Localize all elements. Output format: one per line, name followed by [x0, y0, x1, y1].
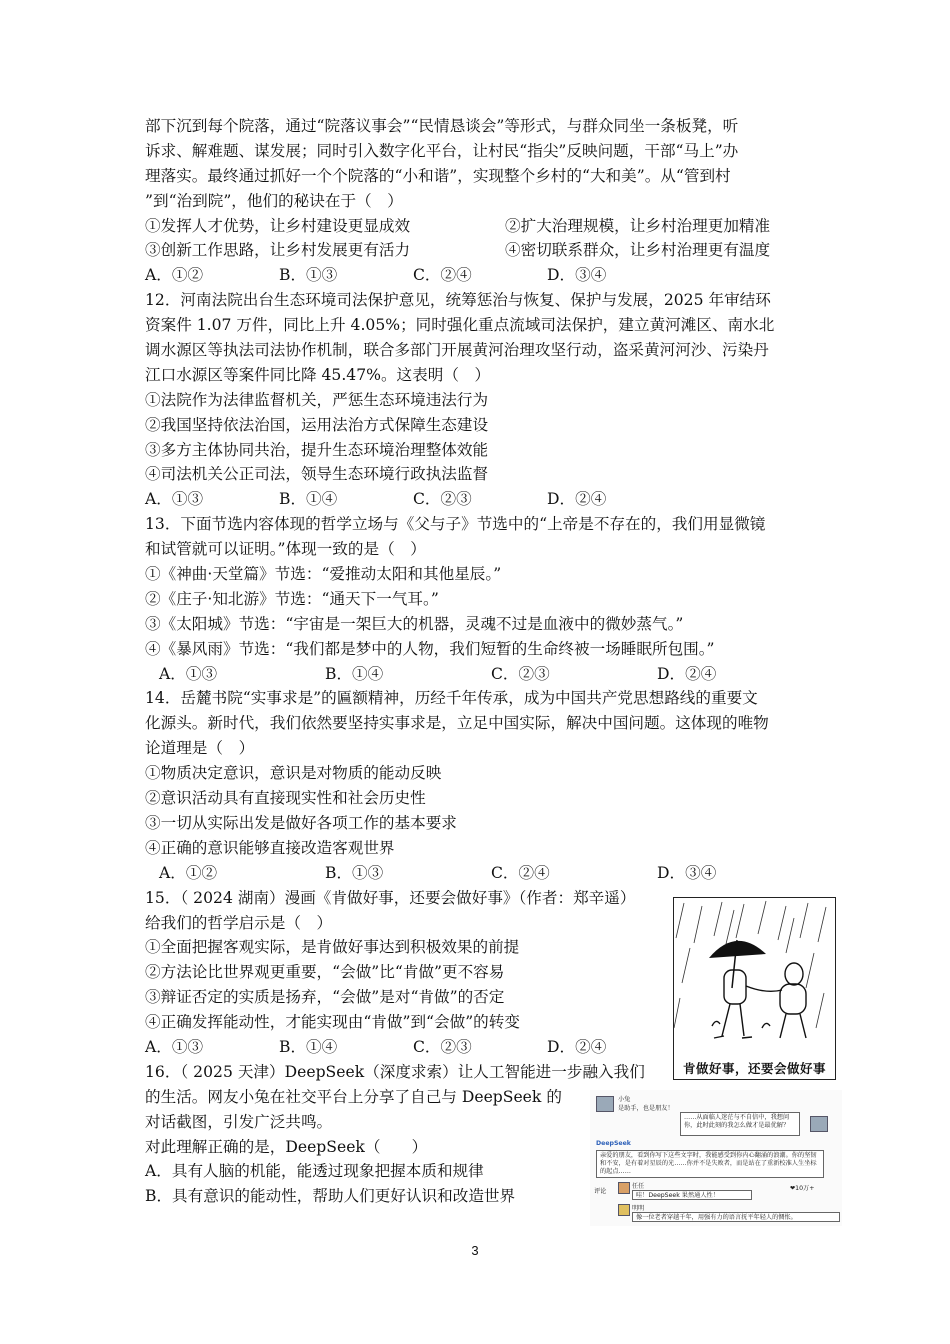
q15-stem: 15．（ 2024 湖南）漫画《肯做好事，还要会做好事》（作者：郑辛遥） [145, 888, 636, 907]
option-c[interactable]: C．②④ [413, 266, 472, 285]
option-d[interactable]: D．②④ [547, 490, 607, 509]
q14-statement: ③一切从实际出发是做好各项工作的基本要求 [145, 813, 457, 832]
q16-stem: 对话截图，引发广泛共鸣。 [145, 1112, 333, 1131]
q16-stem: 对此理解正确的是，DeepSeek（ ） [145, 1137, 428, 1156]
user-avatar [810, 1116, 828, 1132]
text-line: ”到“治到院”，他们的秘诀在于（ ） [145, 191, 403, 210]
q13-statement: ③《太阳城》节选：“宇宙是一架巨大的机器，灵魂不过是血液中的微妙蒸气。” [145, 614, 684, 633]
option-b[interactable]: B．①④ [325, 664, 384, 683]
q11-options [145, 263, 810, 288]
option-b[interactable]: B．①④ [279, 490, 338, 509]
q12-statement: ④司法机关公正司法，领导生态环境行政执法监督 [145, 465, 489, 484]
likes-count: ❤10万+ [790, 1185, 815, 1192]
comment-bubble: 像一位老者穿越千年，用强有力的语言抚平年轻人的惆怅。 [632, 1212, 840, 1222]
option-c[interactable]: C．②③ [491, 664, 550, 683]
q11-s4: ④密切联系群众，让乡村治理更有温度 [505, 241, 771, 260]
q11-s3: ③创新工作思路，让乡村发展更有活力 [145, 241, 411, 260]
page-number: 3 [471, 1243, 479, 1258]
q14-stem: 14．岳麓书院“实事求是”的匾额精神，历经千年传承，成为中国共产党思想路线的重要文 [145, 689, 758, 708]
chat-screenshot [590, 1090, 842, 1226]
text-line: 理落实。最终通过抓好一个个院落的“小和谐”，实现整个乡村的“大和美”。从“管到村 [145, 166, 731, 185]
option-d[interactable]: D．③④ [657, 863, 717, 882]
commenter-name: 任任 [632, 1183, 645, 1190]
q13-stem: 13．下面节选内容体现的哲学立场与《父与子》节选中的“上帝是不存在的，我们用显微镜 [145, 515, 766, 534]
commenter-avatar [618, 1182, 630, 1194]
q14-stem: 论道理是（ ） [145, 739, 255, 758]
q15-stem: 给我们的哲学启示是（ ） [145, 913, 333, 932]
q16-stem: 16．（ 2025 天津）DeepSeek（深度求索）让人工智能进一步融入我们 [145, 1062, 645, 1081]
q13-options [145, 662, 810, 687]
q12-statement: ②我国坚持依法治国，运用法治方式保障生态建设 [145, 415, 489, 434]
deepseek-logo: DeepSeek [596, 1140, 631, 1147]
option-b[interactable]: B．①③ [325, 863, 384, 882]
q14-options [145, 861, 810, 886]
option-c[interactable]: C．②④ [491, 863, 550, 882]
q16-stem: 的生活。网友小兔在社交平台上分享了自己与 DeepSeek 的 [145, 1087, 562, 1106]
q14-statement: ②意识活动具有直接现实性和社会历史性 [145, 789, 426, 808]
q11-s2: ②扩大治理规模，让乡村治理更加精准 [505, 216, 771, 235]
q16-option-b[interactable]: B．具有意识的能动性，帮助人们更好认识和改造世界 [145, 1187, 516, 1206]
q12-options [145, 487, 810, 512]
q12-stem: 江口水源区等案件同比降 45.47%。这表明（ ） [145, 365, 491, 384]
option-c[interactable]: C．②③ [413, 490, 472, 509]
q11-s1: ①发挥人才优势，让乡村建设更显成效 [145, 216, 411, 235]
commenter-avatar [618, 1204, 630, 1216]
option-b[interactable]: B．①③ [279, 266, 338, 285]
comments-label: 评论 [594, 1188, 607, 1195]
q14-statement: ④正确的意识能够直接改造客观世界 [145, 838, 395, 857]
option-a[interactable]: A．①③ [145, 490, 204, 509]
text-line: 诉求、解难题、谋发展；同时引入数字化平台，让村民“指尖”反映问题，干部“马上”办 [145, 141, 739, 160]
q13-statement: ④《暴风雨》节选：“我们都是梦中的人物，我们短暂的生命终被一场睡眠所包围。” [145, 639, 715, 658]
q11-statements [145, 214, 810, 239]
option-b[interactable]: B．①④ [279, 1037, 338, 1056]
q16-option-a[interactable]: A．具有人脑的机能，能透过现象把握本质和规律 [145, 1162, 484, 1181]
chat-answer-bubble: 亲爱的朋友，看到你写下这些文字时，我能感受到你内心翻涌的浪潮。你的坚韧和不安，是有着对星辰的光……你并不是失败者，而是站在了重新校准人生坐标的起点…… [596, 1150, 824, 1178]
q15-statement: ④正确发挥能动性，才能实现由“肯做”到“会做”的转变 [145, 1013, 520, 1032]
q12-statement: ①法院作为法律监督机关，严惩生态环境违法行为 [145, 390, 489, 409]
chat-user-sub: 是助手，也是朋友！ [618, 1105, 674, 1112]
chat-user-name: 小兔 [618, 1096, 631, 1103]
q13-statement: ②《庄子·知北游》节选：“通天下一气耳。” [145, 589, 439, 608]
q15-statement: ①全面把握客观实际，是肯做好事达到积极效果的前提 [145, 938, 520, 957]
q15-statement: ③辩证否定的实质是扬弃，“会做”是对“肯做”的否定 [145, 988, 505, 1007]
user-avatar [596, 1096, 614, 1112]
option-d[interactable]: D．②④ [547, 1037, 607, 1056]
cartoon-image [673, 897, 836, 1080]
q14-statement: ①物质决定意识，意识是对物质的能动反映 [145, 764, 442, 783]
option-d[interactable]: D．③④ [547, 266, 607, 285]
q11-statements [145, 238, 810, 263]
option-a[interactable]: A．①② [159, 863, 218, 882]
comment-bubble: 哇！DeepSeek 果然通人性！ [632, 1190, 752, 1200]
q12-stem: 12．河南法院出台生态环境司法保护意见，统筹惩治与恢复、保护与发展，2025 年审结环 [145, 291, 771, 310]
cartoon-drawing [674, 898, 835, 1058]
commenter-name: 明明 [632, 1205, 645, 1212]
option-c[interactable]: C．②③ [413, 1037, 472, 1056]
option-a[interactable]: A．①② [145, 266, 204, 285]
chat-question-bubble: ……从面临人迷茫与不自信中，我想问你，此时此刻的我怎么做才是最优解？ [680, 1112, 800, 1136]
q14-stem: 化源头。新时代，我们依然要坚持实事求是，立足中国实际，解决中国问题。这体现的唯物 [145, 714, 769, 733]
q13-statement: ①《神曲·天堂篇》节选：“爱推动太阳和其他星辰。” [145, 565, 502, 584]
cartoon-caption: 肯做好事，还要会做好事 [682, 1061, 826, 1076]
option-a[interactable]: A．①③ [145, 1037, 204, 1056]
q15-statement: ②方法论比世界观更重要，“会做”比“肯做”更不容易 [145, 963, 505, 982]
option-a[interactable]: A．①③ [159, 664, 218, 683]
option-d[interactable]: D．②④ [657, 664, 717, 683]
q13-stem: 和试管就可以证明。”体现一致的是（ ） [145, 540, 426, 559]
text-line: 部下沉到每个院落，通过“院落议事会”“民情恳谈会”等形式，与群众同坐一条板凳，听 [145, 117, 739, 135]
q12-statement: ③多方主体协同共治，提升生态环境治理整体效能 [145, 440, 489, 459]
q12-stem: 调水源区等执法司法协作机制，联合多部门开展黄河治理攻坚行动，盗采黄河河沙、污染丹 [145, 341, 769, 360]
q12-stem: 资案件 1.07 万件，同比上升 4.05%；同时强化重点流域司法保护，建立黄河滩区、南水北 [145, 316, 775, 335]
